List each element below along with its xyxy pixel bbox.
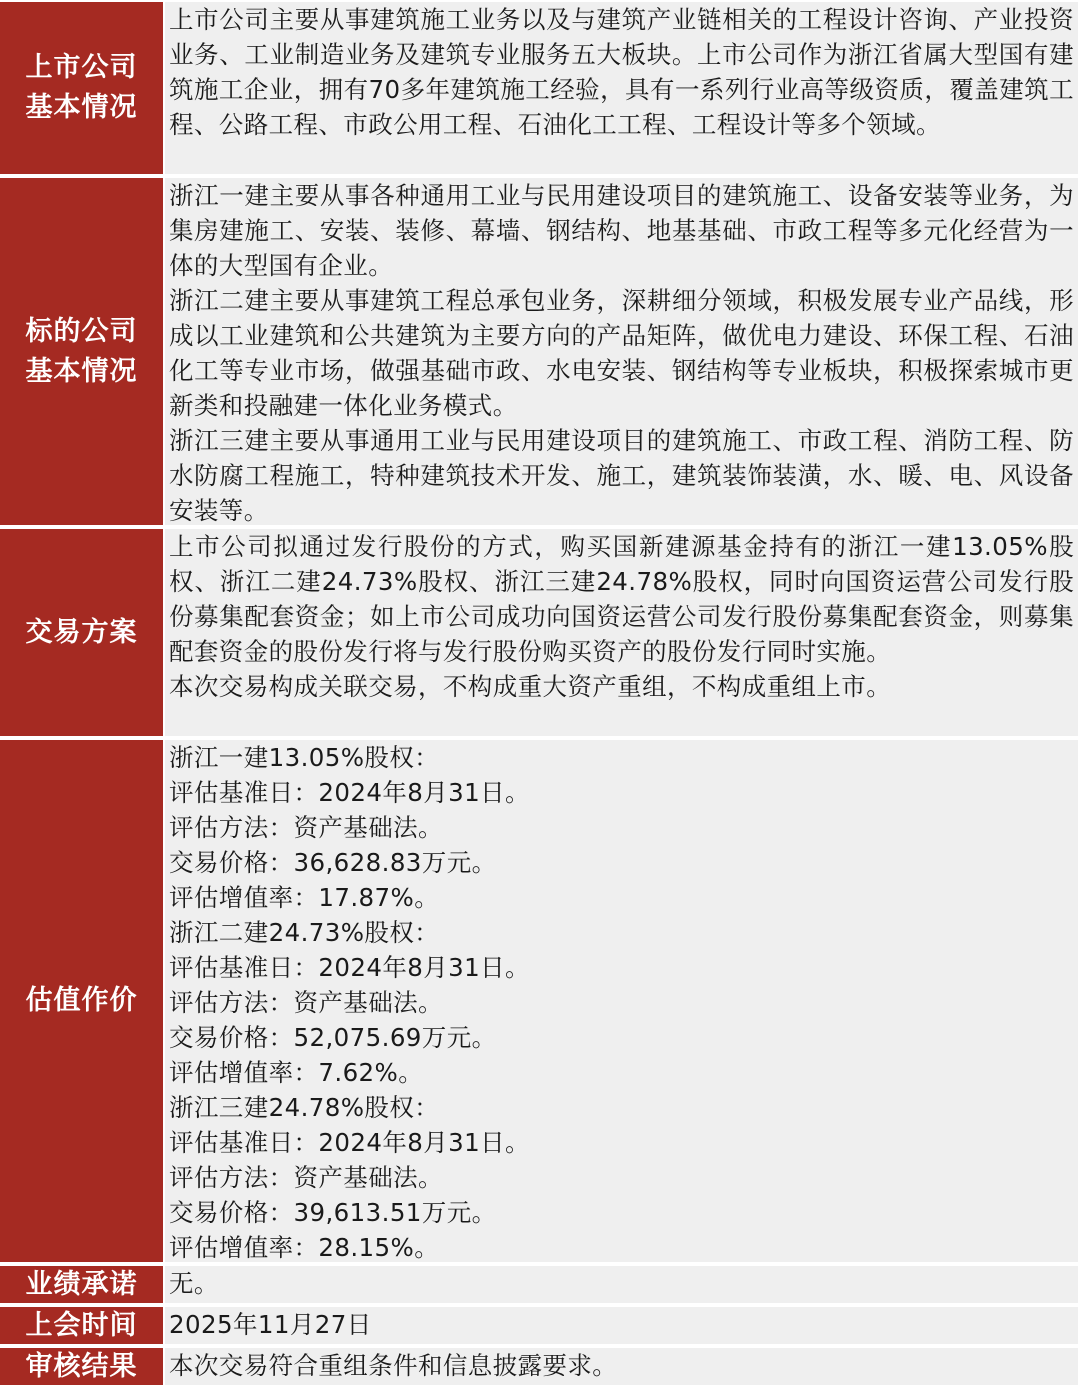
content-line: 评估基准日：2024年8月31日。 [169,778,530,807]
row-label-listed-company [0,2,163,174]
row-label-text: 交易方案 [25,616,138,648]
content-line: 评估方法：资产基础法。 [169,813,443,842]
row-label-target-company [0,178,163,525]
content-line: 交易价格：52,075.69万元。 [169,1023,497,1052]
row-label-valuation [0,740,163,1262]
content-line: 浙江一建13.05%股权： [169,743,440,772]
content-line: 交易价格：36,628.83万元。 [169,848,497,877]
content-line: 评估方法：资产基础法。 [169,1163,443,1192]
content-line: 评估基准日：2024年8月31日。 [169,1128,530,1157]
row-label-text: 估值作价 [25,985,138,1016]
table-row [0,1307,1080,1348]
row-label-meeting-date [0,1307,163,1344]
content-line: 评估增值率：28.15%。 [169,1233,440,1262]
content-paragraph: 本次交易符合重组条件和信息披露要求。 [169,1351,618,1380]
table-row [0,1266,1080,1307]
row-label-performance-commitment [0,1266,163,1303]
table-row [0,740,1080,1266]
content-paragraph: 本次交易构成关联交易，不构成重大资产重组，不构成重组上市。 [169,672,892,701]
row-content-transaction-plan [165,529,1078,736]
content-line: 浙江二建24.73%股权： [169,918,440,947]
content-paragraph: 浙江二建主要从事建筑工程总承包业务，深耕细分领域，积极发展专业产品线，形成以工业建筑和公共建筑为主要方向的产品矩阵，做优电力建设、环保工程、石油化工等专业市场，做强基础市政、水电安装、钢结构等专业板块，积极探索城市更新类和投融建一体化业务模式。 [169,286,1074,420]
row-label-text: 业绩承诺 [25,1268,138,1300]
row-content-meeting-date [165,1307,1078,1344]
row-label-transaction-plan [0,529,163,736]
table-row [0,1348,1080,1389]
table-row [0,178,1080,529]
content-paragraph: 2025年11月27日 [169,1310,372,1339]
content-line: 评估增值率：7.62%。 [169,1058,424,1087]
table-row [0,529,1080,740]
row-label-text: 上市公司 基本情况 [25,52,138,123]
row-label-text: 上会时间 [25,1309,138,1341]
row-content-review-result [165,1348,1078,1385]
row-content-target-company [165,178,1078,525]
content-paragraph: 上市公司主要从事建筑施工业务以及与建筑产业链相关的工程设计咨询、产业投资业务、工业制造业务及建筑专业服务五大板块。上市公司作为浙江省属大型国有建筑施工企业，拥有70多年建筑施工经验，具有一系列行业高等级资质，覆盖建筑工程、公路工程、市政公用工程、石油化工工程、工程设计等多个领域。 [169,5,1074,139]
row-label-text: 标的公司 基本情况 [25,315,138,387]
content-line: 浙江三建24.78%股权： [169,1093,440,1122]
row-content-performance-commitment [165,1266,1078,1303]
content-line: 评估基准日：2024年8月31日。 [169,953,530,982]
content-paragraph: 上市公司拟通过发行股份的方式，购买国新建源基金持有的浙江一建13.05%股权、浙江二建24.73%股权、浙江三建24.78%股权，同时向国资运营公司发行股份募集配套资金；如上市公司成功向国资运营公司发行股份募集配套资金，则募集配套资金的股份发行将与发行股份购买资产的股份发行同时实施。 [169,532,1074,666]
row-label-review-result [0,1348,163,1385]
content-line: 交易价格：39,613.51万元。 [169,1198,497,1227]
table-row [0,2,1080,178]
content-paragraph: 无。 [169,1269,219,1298]
content-paragraph: 浙江三建主要从事通用工业与民用建设项目的建筑施工、市政工程、消防工程、防水防腐工程施工，特种建筑技术开发、施工，建筑装饰装潢，水、暖、电、风设备安装等。 [169,426,1074,525]
row-content-listed-company [165,2,1078,174]
content-line: 评估方法：资产基础法。 [169,988,443,1017]
row-content-valuation [165,740,1078,1262]
content-paragraph: 浙江一建主要从事各种通用工业与民用建设项目的建筑施工、设备安装等业务，为集房建施工、安装、装修、幕墙、钢结构、地基基础、市政工程等多元化经营为一体的大型国有企业。 [169,181,1074,280]
row-label-text: 审核结果 [25,1350,138,1382]
content-line: 评估增值率：17.87%。 [169,883,440,912]
